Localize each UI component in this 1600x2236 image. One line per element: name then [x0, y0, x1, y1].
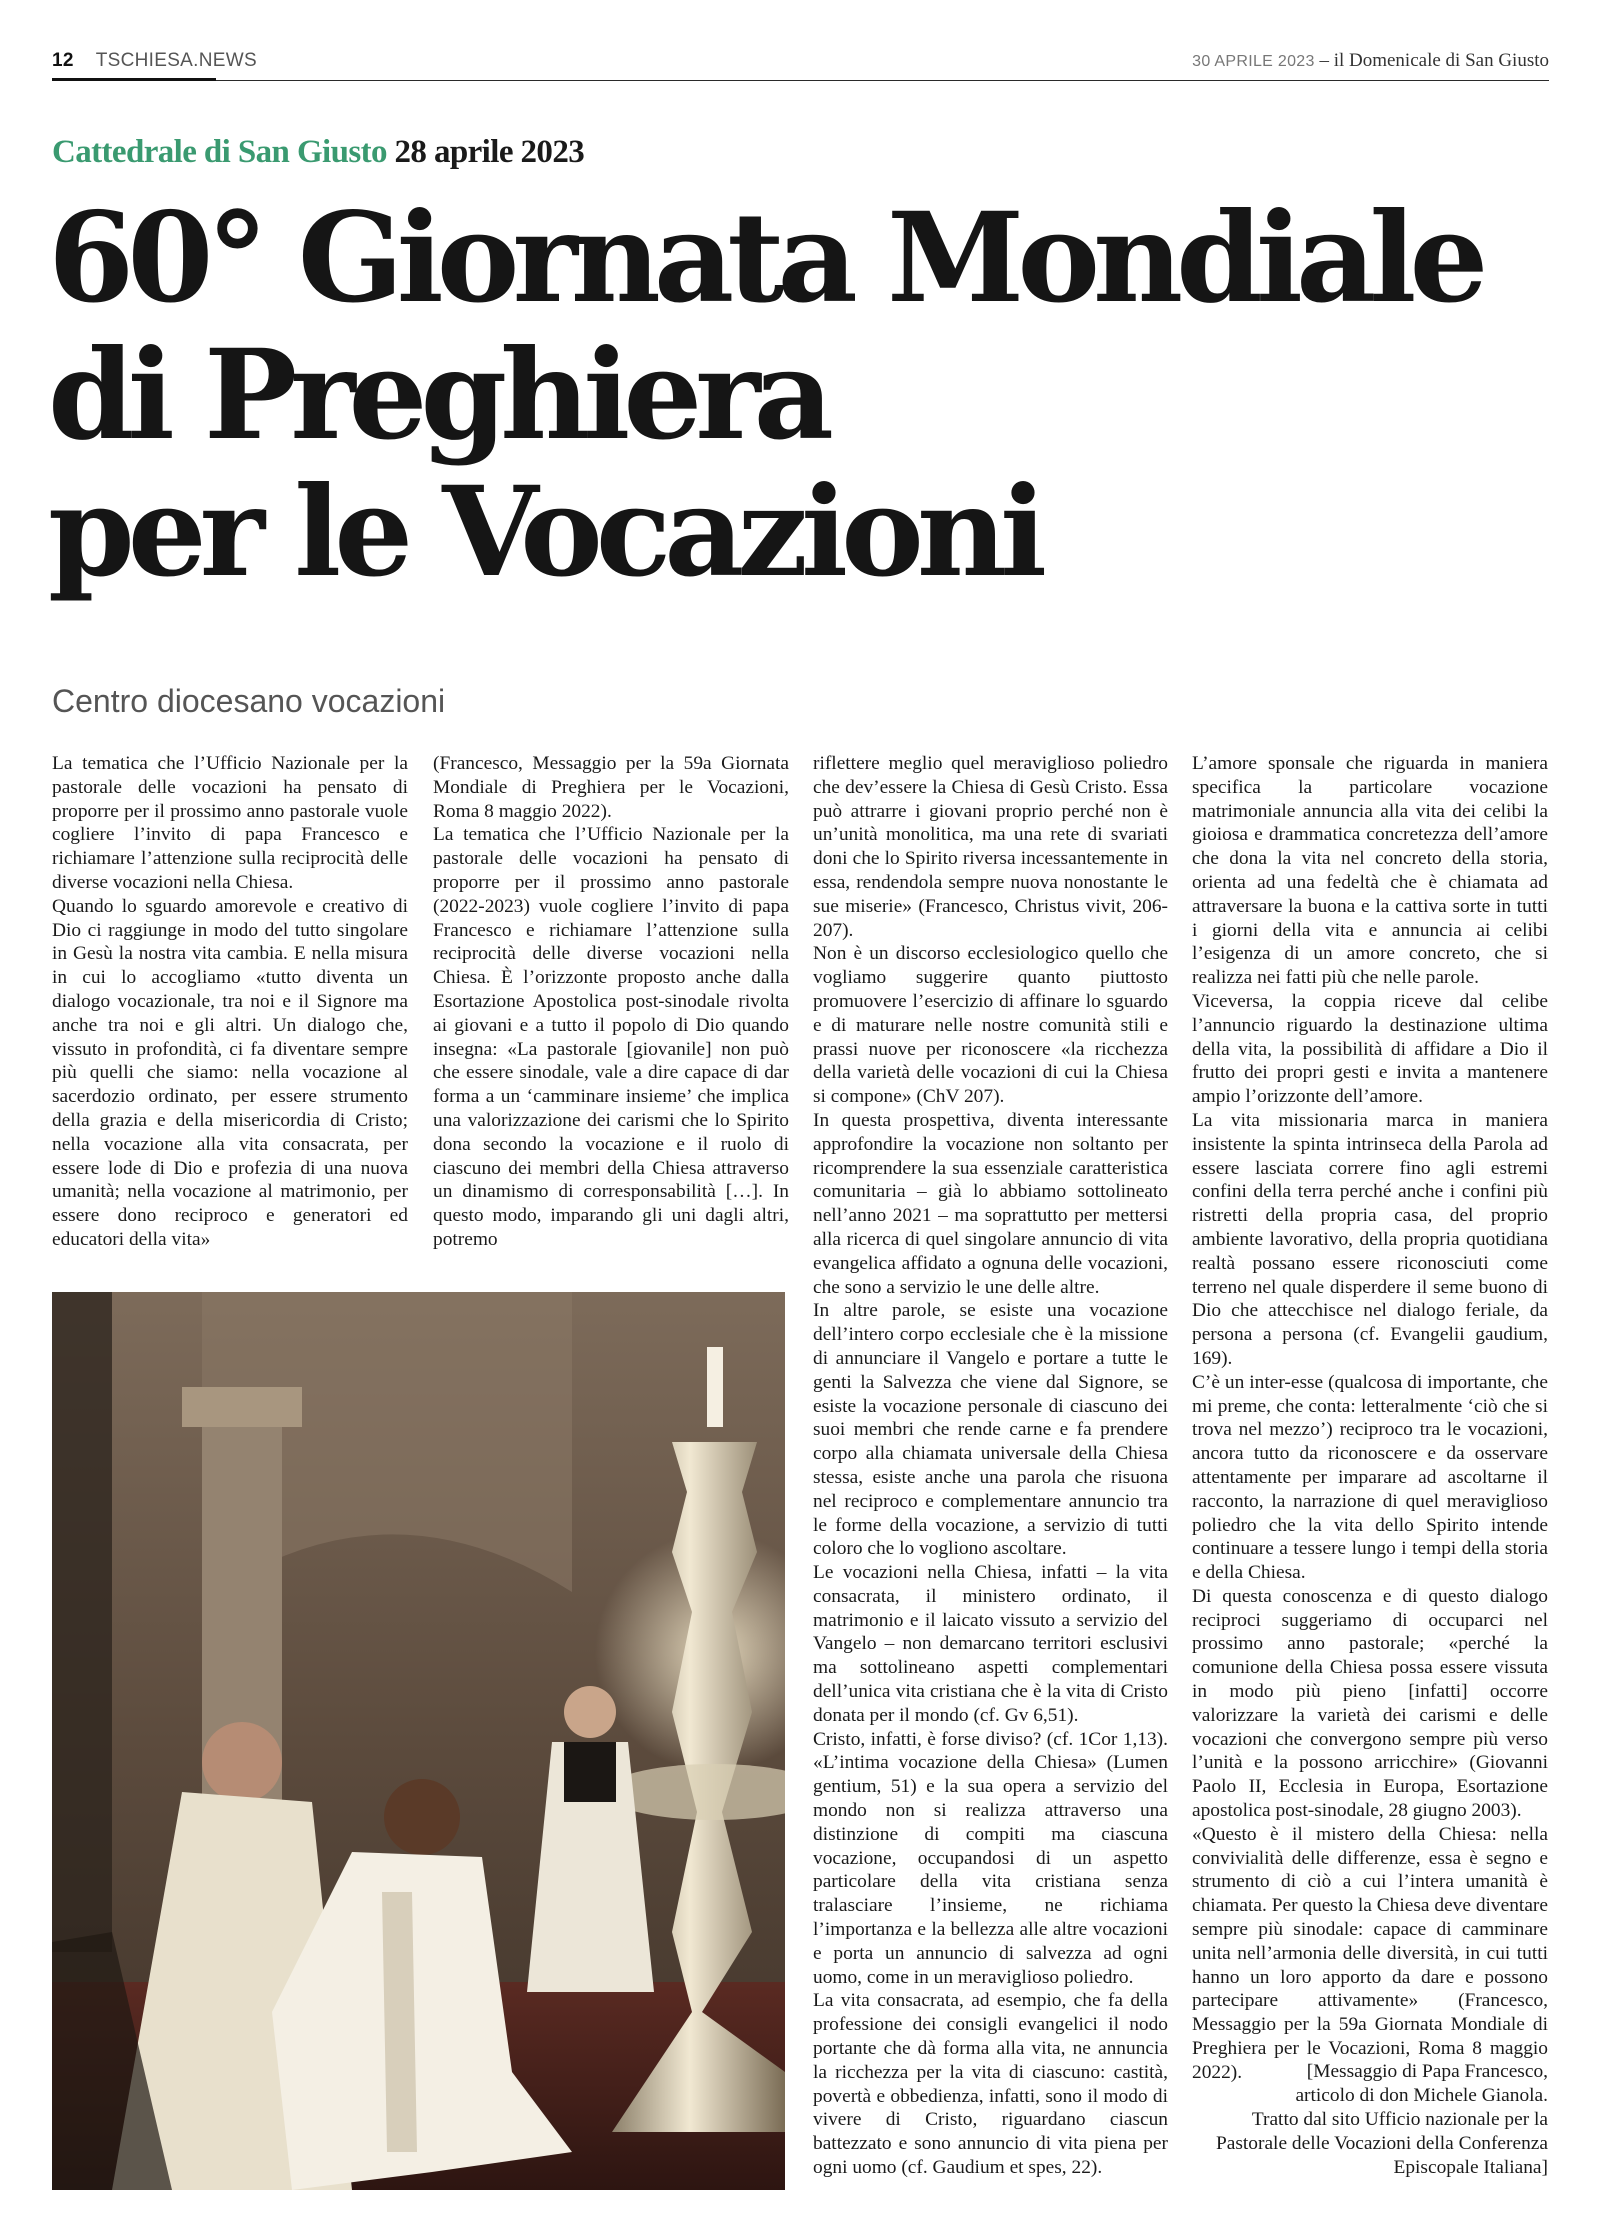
headline [48, 186, 1548, 605]
article-column-1 [52, 752, 408, 1252]
header-right [1192, 50, 1549, 72]
paragraph: Cristo, infatti, è forse diviso? (cf. 1Cor 1,13). «L’intima vocazione della Chiesa» (Lumen gentium, 51) e la sua opera a servizio del mondo non si realizza attraverso una distinzione di compiti ma ciascuna vocazione, occupandosi di un aspetto particolare della vita cristiana senza tralasciare l’insieme, ne richiama l’importanza e la bellezza alle altre vocazioni e porta un annuncio di salvezza ad ogni uomo, come in un meraviglioso poliedro. [813, 1728, 1168, 1988]
headline-line-2: di Preghiera [48, 323, 827, 468]
paragraph: Non è un discorso ecclesiologico quello che vogliamo suggerire quanto piuttosto promuovere l’esercizio di affinare lo sguardo e di maturare nelle nostre comunità stili e prassi nuove per riconoscere «la ricchezza della varietà delle vocazioni di cui la Chiesa si compone» (ChV 207). [813, 943, 1168, 1108]
paragraph: C’è un inter-esse (qualcosa di importante, che mi preme, che conta: letteralmente ‘ciò che si trova nel mezzo’) reciproco tra le vocazioni, ancora tutto da riconoscere e da osservare attentamente per imparare ad ascoltarne il racconto, la narrazione di quel meraviglioso poliedro che la vita dello Spirito intende continuare a tessere lungo i tempi della storia e della Chiesa. [1192, 1371, 1548, 1584]
publication-name: il Domenicale di San Giusto [1333, 50, 1549, 71]
article-column-4 [1192, 752, 1548, 2085]
paragraph: Di questa conoscenza e di questo dialogo reciproci suggeriamo di occuparci nel prossimo anno pastorale; «perché la comunione della Chiesa possa essere vissuta in modo più pieno [infatti] occorre valorizzare la varietà dei carismi e delle vocazioni che convergono sempre più verso l’unità e la possono arricchire» (Giovanni Paolo II, Ecclesia in Europa, Esortazione apostolica post-sinodale, 28 giugno 2003). [1192, 1585, 1548, 1822]
issue-date: 30 APRILE 2023 [1192, 53, 1315, 70]
source-note [1192, 2060, 1548, 2180]
site-name[interactable]: TSCHIESA.NEWS [95, 50, 257, 71]
page-number: 12 [52, 50, 74, 71]
kicker [52, 134, 584, 171]
paragraph: Quando lo sguardo amorevole e creativo di Dio ci raggiunge in modo del tutto singolare in Gesù la nostra vita cambia. E nella misura in cui lo accogliamo «tutto diventa un dialogo vocazionale, tra noi e il Signore ma anche tra noi e gli altri. Un dialogo che, vissuto in profondità, ci fa diventare sempre più quelli che siamo: nella vocazione al sacerdozio ordinato, per essere strumento della grazia e della misericordia di Cristo; nella vocazione alla vita consacrata, per essere lode di Dio e profezia di una nuova umanità; nella vocazione al matrimonio, per essere dono reciproco e generatori ed educatori della vita» [52, 895, 408, 1250]
candle [707, 1347, 723, 1427]
kicker-place: Cattedrale di San Giusto [52, 134, 387, 170]
paragraph: In questa prospettiva, diventa interessante approfondire la vocazione non soltanto per ricomprendere la sua essenziale caratteristica comunitaria – già lo abbiamo sottolineato nell’anno 2021 – ma soprattutto per mettersi alla ricerca di quel singolare annuncio di vita evangelica affidato a ognuna delle vocazioni, che sono a servizio le une delle altre. [813, 1109, 1168, 1298]
column-capital [182, 1387, 302, 1427]
header-accent-rule [52, 78, 216, 81]
priests-kneeling-photo [52, 1292, 785, 2190]
source-line: Tratto dal sito Ufficio nazionale per la [1251, 2109, 1548, 2130]
paragraph: La vita consacrata, ad esempio, che fa della professione dei consigli evangelici il nodo portante che dà forma alla vita, ne annuncia la ricchezza per la vita di ciascuno: castità, povertà e obbedienza, infatti, sono il modo di vivere di Cristo, riguardano ciascun battezzato e sono annuncio di vita piena per ogni uomo (cf. Gaudium et spes, 22). [813, 1990, 1168, 2179]
paragraph: Viceversa, la coppia riceve dal celibe l’annuncio riguardo la destinazione ultima della vita, la possibilità di affidare a Dio il frutto dei propri gesti e invita a mantenere ampio l’orizzonte dell’amore. [1192, 990, 1548, 1108]
column-left [52, 1292, 112, 1952]
paragraph: Le vocazioni nella Chiesa, infatti – la vita consacrata, il ministero ordinato, il matrimonio e il laicato vissuto a servizio del Vangelo – non demarcano territori esclusivi ma sottolineano aspetti complementari dell’unica vita cristiana che è la vita di Cristo donata per il mondo (cf. Gv 6,51). [813, 1562, 1168, 1726]
source-line: articolo di don Michele Gianola. [1295, 2085, 1548, 2106]
paragraph: riflettere meglio quel meraviglioso poliedro che dev’essere la Chiesa di Gesù Cristo. Essa può attrarre i giovani proprio perché non è un’unità monolitica, ma una rete di svariati doni che lo Spirito riversa incessantemente in essa, rendendola sempre nuova nonostante le sue miserie» (Francesco, Christus vivit, 206-207). [813, 753, 1168, 941]
paragraph: La tematica che l’Ufficio Nazionale per la pastorale delle vocazioni ha pensato di proporre per il prossimo anno pastorale vuole cogliere l’invito di papa Francesco e richiamare l’attenzione sulla reciprocità delle diverse vocazioni nella Chiesa. [52, 753, 408, 893]
source-line: Pastorale delle Vocazioni della Conferenza [1215, 2133, 1548, 2154]
article-column-2 [433, 752, 789, 1252]
kicker-date: 28 aprile 2023 [394, 134, 585, 170]
page-header [52, 44, 1549, 81]
paragraph: In altre parole, se esiste una vocazione dell’intero corpo ecclesiale che è la missione di annunciare il Vangelo e portare a tutte le genti la Salvezza che viene dal Signore, se esiste la vocazione personale di ciascuno dei suoi membri che rende carne e fa prendere corpo alla chiamata universale della Chiesa stessa, esiste anche una parola che risuona nel reciproco e complementare annuncio tra le forme della vocazione, a servizio di tutti coloro che lo vogliono ascoltare. [813, 1300, 1168, 1560]
paragraph: (Francesco, Messaggio per la 59a Giornata Mondiale di Preghiera per le Vocazioni, Roma 8 maggio 2022). [433, 753, 789, 822]
headline-line-1: 60° Giornata Mondiale [48, 186, 1482, 331]
paragraph: La vita missionaria marca in maniera insistente la spinta intrinseca della Parola ad essere lasciata correre fino agli estremi confini della terra perché anche i confini più ristretti della propria casa, del proprio ambiente lavorativo, della propria quotidiana realtà possano essere riconosciuti come terreno nel quale disperdere il seme buono di Dio che attecchisce nel dialogo feriale, da persona a persona (cf. Evangelii gaudium, 169). [1192, 1109, 1548, 1369]
paragraph: L’amore sponsale che riguarda in maniera specifica la particolare vocazione matrimoniale annuncia alla vita dei celibi la gioiosa e drammatica concretezza dell’amore che dona la vita nel concreto della storia, orienta ad una fedeltà che è chiamata ad attraversare la buona e la cattiva sorte in tutti i giorni della vita e annuncia ai celibi l’esigenza di un amore concreto, che si realizza nei fatti più che nelle parole. [1192, 753, 1548, 989]
paragraph: «Questo è il mistero della Chiesa: nella convivialità delle differenze, essa è segno e strumento di ciò a cui l’intera umanità è chiamata. Per questo la Chiesa deve diventare sempre più sinodale: capace di camminare unita nell’armonia delle diversità, in cui tutti hanno un loro apporto da dare e possono partecipare attivamente» (Francesco, Messaggio per la 59a Giornata Mondiale di Preghiera per le Vocazioni, Roma 8 maggio 2022). [1192, 1823, 1548, 2083]
article-column-3 [813, 752, 1168, 2180]
source-line: Episcopale Italiana] [1393, 2157, 1548, 2178]
header-separator: – [1314, 50, 1334, 71]
headline-line-3: per le Vocazioni [48, 460, 1041, 605]
source-line: [Messaggio di Papa Francesco, [1306, 2061, 1548, 2082]
paragraph: La tematica che l’Ufficio Nazionale per la pastorale delle vocazioni ha pensato di proporre per il prossimo anno pastorale (2022-2023) vuole cogliere l’invito di papa Francesco e richiamare l’attenzione sulla reciprocità delle diverse vocazioni nella Chiesa. È l’orizzonte proposto anche dalla Esortazione Apostolica post-sinodale rivolta ai giovani e a tutto il popolo di Dio quando insegna: «La pastorale [giovanile] non può che essere sinodale, vale a dire capace di dar forma a un ‘camminare insieme’ che implica una valorizzazione dei carismi che lo Spirito dona secondo la vocazione e il ruolo di ciascuno dei membri della Chiesa attraverso un dinamismo di corresponsabilità […]. In questo modo, imparando gli uni dagli altri, potremo [433, 824, 789, 1250]
header-left [52, 50, 257, 72]
byline: Centro diocesano vocazioni [52, 683, 446, 719]
